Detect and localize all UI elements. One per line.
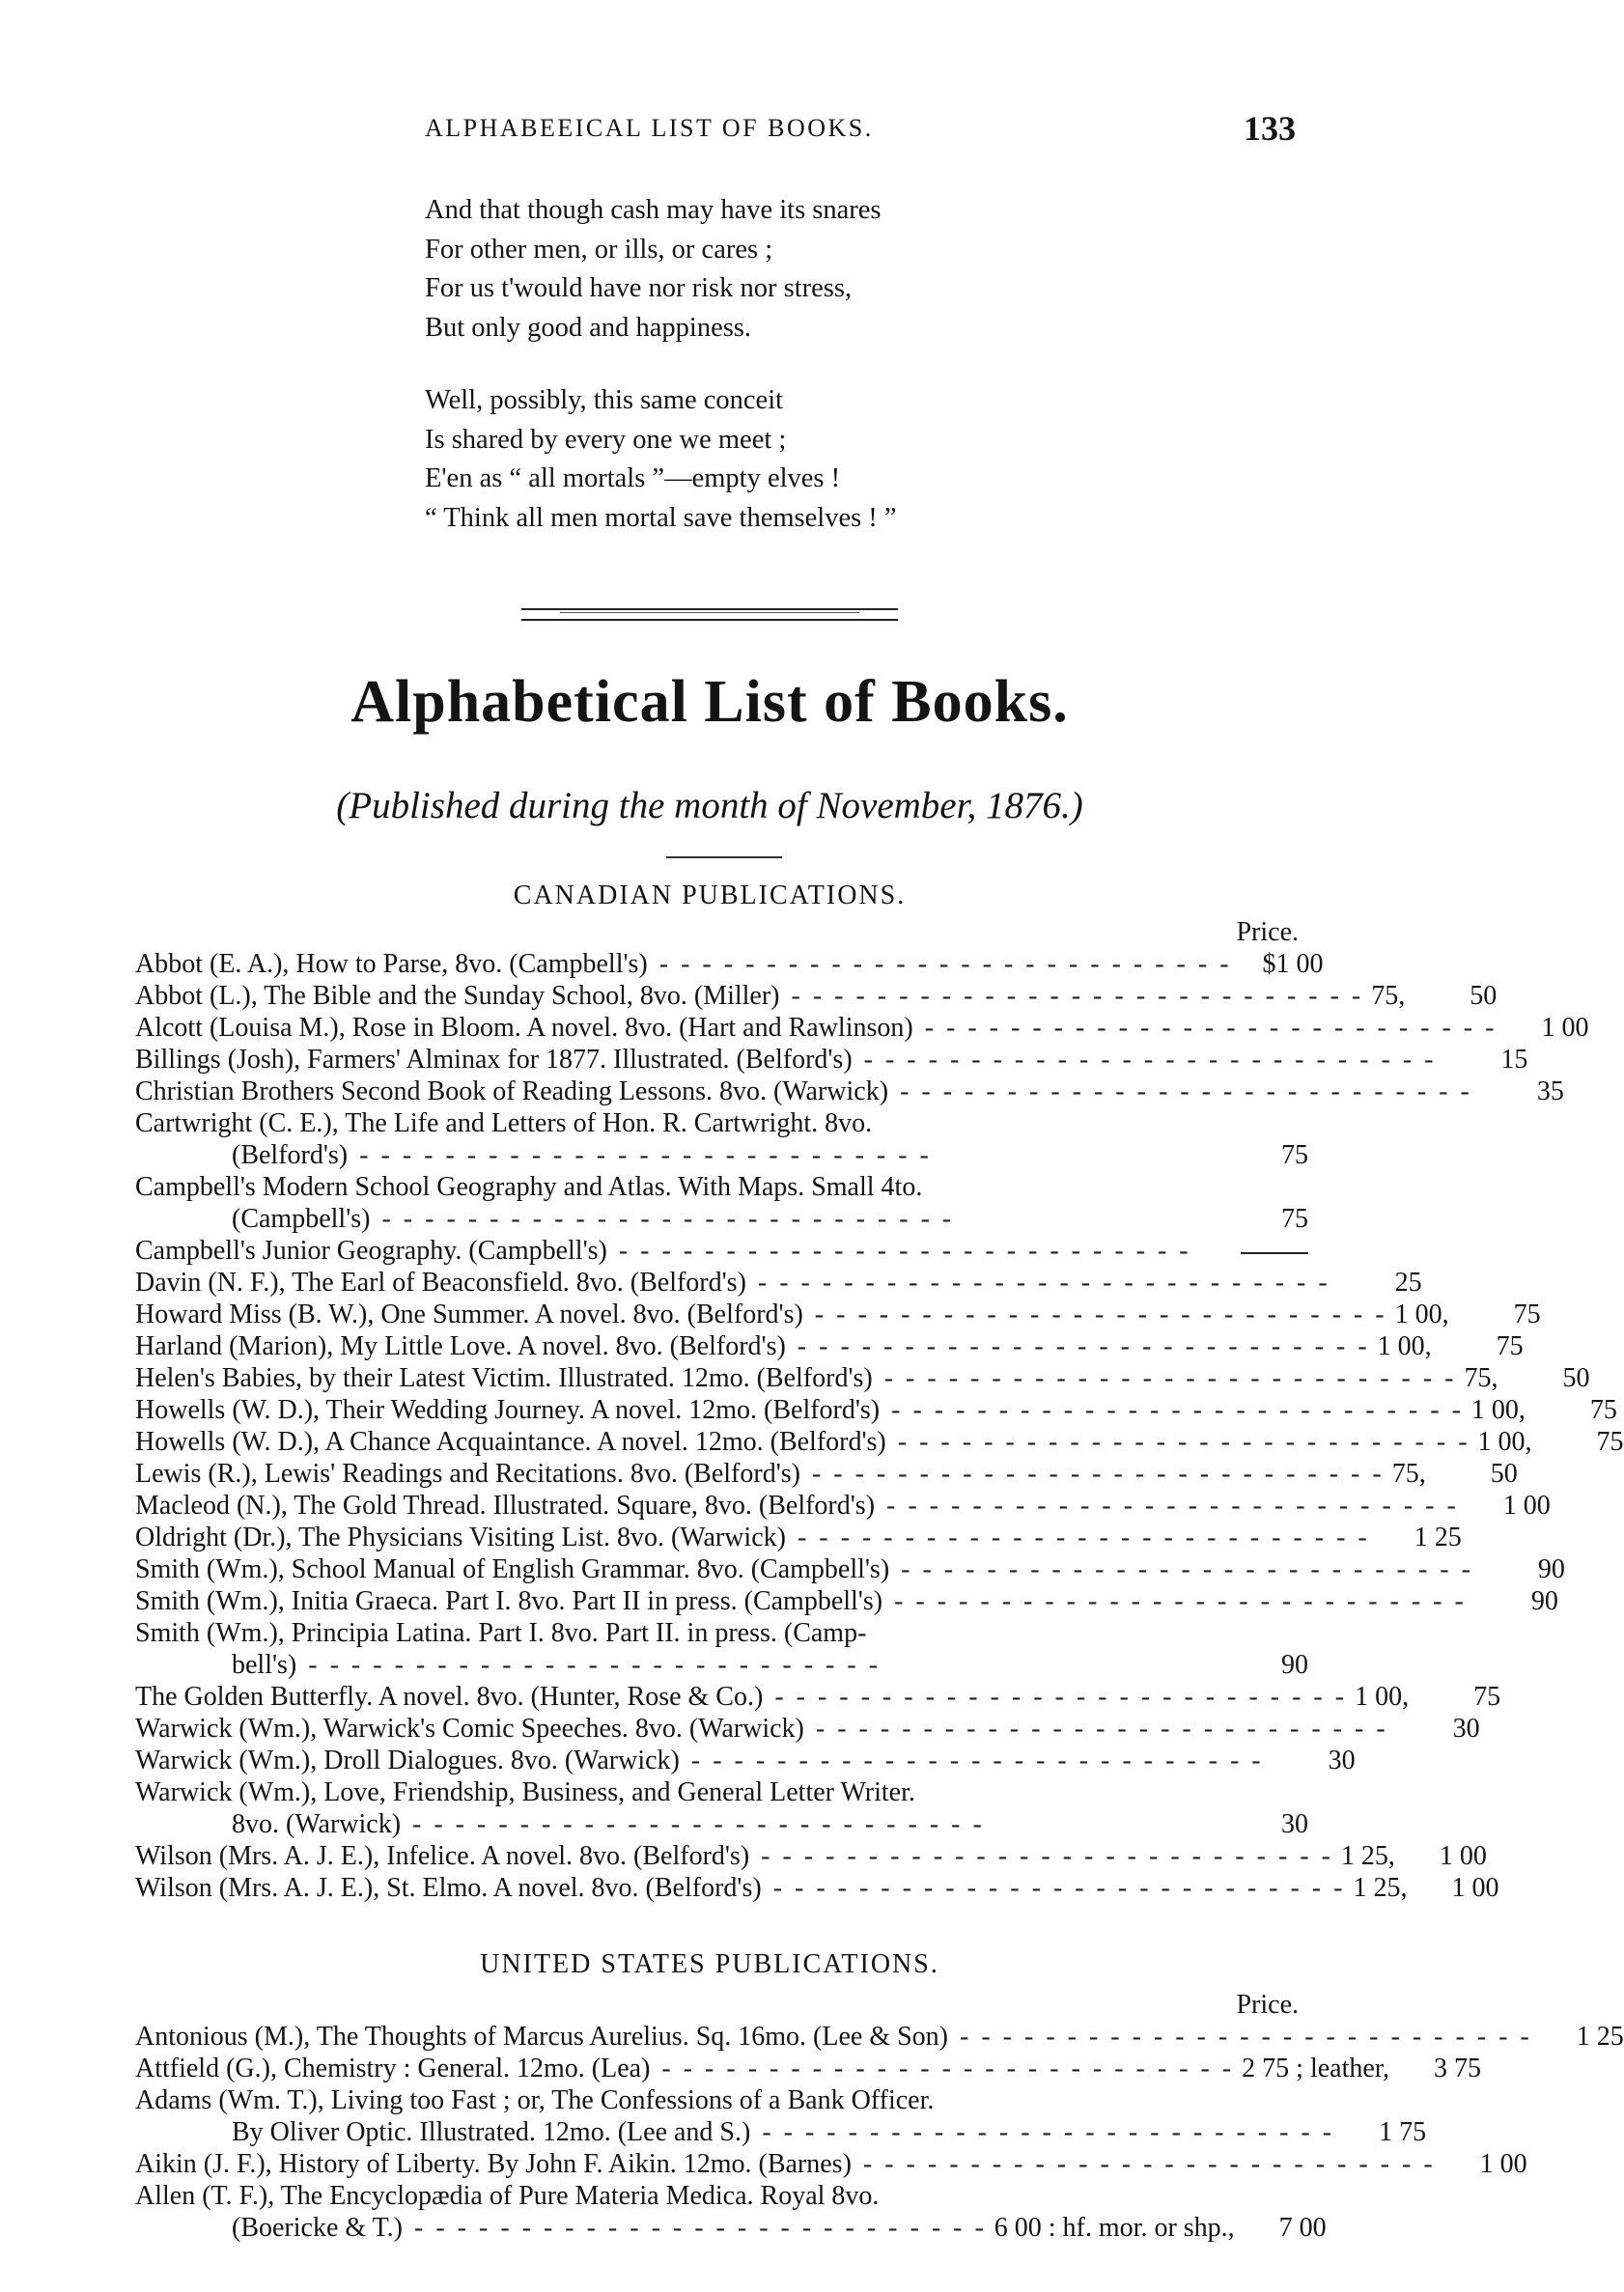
dot-leader (886, 1426, 1470, 1458)
list-item (135, 1076, 1564, 1107)
price: 50 (1490, 1459, 1518, 1489)
book-title: Attfield (G.), Chemistry : General. 12mo. (Lea) (135, 2054, 651, 2083)
price: 75 (1513, 1300, 1541, 1329)
price: 50 (1562, 1363, 1590, 1393)
list-item (135, 1426, 1624, 1458)
book-title: Howells (W. D.), Their Wedding Journey. A novel. 12mo. (Belford's) (135, 1395, 881, 1425)
poem-line: And that though cash may have its snares (425, 195, 882, 225)
price: 50 (1470, 981, 1498, 1011)
book-title: Abbot (L.), The Bible and the Sunday School, 8vo. (Miller) (135, 981, 780, 1011)
dot-leader (296, 1649, 1217, 1681)
poem-stanza-2 (425, 381, 1120, 538)
price: 15 (1500, 1045, 1528, 1075)
dot-leader (888, 1076, 1472, 1107)
price-column-header: Price. (1236, 917, 1299, 947)
poem-stanza-1 (425, 191, 1120, 348)
book-title: Smith (Wm.), School Manual of English Grammar. 8vo. (Campbell's) (135, 1554, 890, 1584)
alt-price: 1 00, (1477, 1427, 1532, 1457)
poem-line: But only good and happiness. (425, 312, 752, 343)
dot-leader (650, 2053, 1234, 2084)
book-title: Cartwright (C. E.), The Life and Letters of Hon. R. Cartwright. 8vo. (135, 1108, 873, 1138)
alt-price: 1 00, (1355, 1682, 1410, 1712)
book-title: Campbell's Modern School Geography and Atlas. With Maps. Small 4to. (135, 1172, 923, 1202)
list-item (135, 948, 1324, 980)
list-item (135, 2021, 1624, 2053)
list-item (135, 1713, 1480, 1745)
price: 75 (1496, 1331, 1524, 1361)
list-item (135, 1299, 1541, 1330)
book-title: Aikin (J. F.), History of Liberty. By John F. Aikin. 12mo. (Barnes) (135, 2149, 852, 2179)
ornamental-rule (521, 608, 898, 621)
book-title: Christian Brothers Second Book of Reading Lessons. 8vo. (Warwick) (135, 1076, 889, 1106)
running-title: ALPHABEEICAL LIST OF BOOKS. (425, 114, 874, 142)
alt-price: 1 25, (1353, 1873, 1408, 1903)
book-title: Wilson (Mrs. A. J. E.), Infelice. A novel. 8vo. (Belford's) (135, 1841, 750, 1871)
list-item-continuation (135, 2212, 1327, 2244)
list-item (135, 1745, 1356, 1776)
list-item (135, 980, 1498, 1012)
price: 25 (1394, 1268, 1422, 1298)
list-item (135, 1522, 1462, 1553)
list-item (135, 1840, 1487, 1872)
book-title: Smith (Wm.), Initia Graeca. Part I. 8vo. Part II in press. (Campbell's) (135, 1586, 883, 1616)
list-item (135, 1267, 1422, 1299)
page-number: 133 (1244, 109, 1296, 148)
alt-price: 2 75 ; leather, (1242, 2054, 1389, 2083)
book-title: Howells (W. D.), A Chance Acquaintance. A novel. 12mo. (Belford's) (135, 1427, 886, 1457)
book-title: Campbell's Junior Geography. (Campbell's) (135, 1236, 607, 1266)
list-item (135, 1553, 1565, 1585)
dot-leader (401, 1808, 1217, 1840)
price: 75 (1596, 1427, 1624, 1457)
book-title: Adams (Wm. T.), Living too Fast ; or, The Confessions of a Bank Officer. (135, 2085, 935, 2115)
poem-line: “ Think all men mortal save themselves ! ” (425, 502, 897, 533)
list-item (135, 1585, 1558, 1617)
price: 7 00 (1278, 2213, 1327, 2243)
book-title: The Golden Butterfly. A novel. 8vo. (Hunter, Rose & Co.) (135, 1682, 764, 1712)
price: 3 75 (1434, 2054, 1481, 2083)
price: 1 25 (1576, 2022, 1624, 2052)
book-title: Macleod (N.), The Gold Thread. Illustrated. Square, 8vo. (Belford's) (135, 1491, 876, 1521)
dot-leader (370, 1203, 1217, 1235)
dot-leader (607, 1235, 1217, 1267)
dot-leader (750, 2116, 1334, 2148)
dot-leader (948, 2021, 1532, 2053)
book-title: Warwick (Wm.), Droll Dialogues. 8vo. (Warwick) (135, 1746, 680, 1775)
book-title: Davin (N. F.), The Earl of Beaconsfield. 8vo. (Belford's) (135, 1268, 746, 1298)
price: 1 00 (1541, 1013, 1589, 1043)
book-title: Harland (Marion), My Little Love. A novel. 8vo. (Belford's) (135, 1331, 786, 1361)
dot-leader (680, 1745, 1264, 1776)
price-dash (1241, 1252, 1308, 1254)
dot-leader (804, 1713, 1388, 1745)
list-item (135, 1012, 1589, 1044)
list-item (135, 1617, 1308, 1649)
book-title: Alcott (Louisa M.), Rose in Bloom. A novel. 8vo. (Hart and Rawlinson) (135, 1013, 913, 1043)
list-item (135, 1872, 1499, 1904)
book-title: Billings (Josh), Farmers' Alminax for 1877. Illustrated. (Belford's) (135, 1045, 853, 1075)
price: $1 00 (1262, 949, 1324, 979)
price: 30 (1328, 1746, 1356, 1775)
price-column-header: Price. (1236, 1990, 1299, 2020)
alt-price: 1 00, (1394, 1300, 1449, 1329)
book-title: Antonious (M.), The Thoughts of Marcus Aurelius. Sq. 16mo. (Lee & Son) (135, 2022, 949, 2052)
dot-leader (786, 1330, 1370, 1362)
price: 90 (1537, 1554, 1565, 1584)
dot-leader (403, 2212, 987, 2244)
book-title: Lewis (R.), Lewis' Readings and Recitations. 8vo. (Belford's) (135, 1459, 800, 1489)
price: 75 (1473, 1682, 1501, 1712)
price: 1 00 (1479, 2149, 1527, 2179)
book-title: Smith (Wm.), Principia Latina. Part I. 8vo. Part II. in press. (Camp- (135, 1618, 867, 1648)
price: 1 75 (1379, 2117, 1427, 2147)
book-title: Allen (T. F.), The Encyclopædia of Pure Materia Medica. Royal 8vo. (135, 2181, 880, 2211)
book-title: Wilson (Mrs. A. J. E.), St. Elmo. A novel. 8vo. (Belford's) (135, 1873, 762, 1903)
list-item (135, 1235, 1308, 1267)
list-item-continuation (135, 1808, 1308, 1840)
list-item (135, 2180, 1308, 2212)
dot-leader (749, 1840, 1333, 1872)
list-item-continuation (135, 2116, 1427, 2148)
list-item (135, 1776, 1308, 1808)
poem-line: E'en as “ all mortals ”—empty elves ! (425, 463, 841, 493)
price: 75 (1589, 1395, 1617, 1425)
dot-leader (852, 2148, 1436, 2180)
poem-line: Is shared by every one we meet ; (425, 424, 787, 455)
dot-leader (762, 1872, 1346, 1904)
dot-leader (763, 1681, 1347, 1713)
alt-price: 6 00 : hf. mor. or shp., (994, 2213, 1235, 2243)
price: 1 00 (1439, 1841, 1487, 1871)
price: 90 (1530, 1586, 1558, 1616)
list-item (135, 2148, 1527, 2180)
book-title: Warwick (Wm.), Love, Friendship, Business, and General Letter Writer. (135, 1777, 915, 1807)
price: 75 (1281, 1204, 1308, 1234)
us-book-list (135, 1989, 1624, 2244)
list-item (135, 1330, 1524, 1362)
alt-price: 75, (1391, 1459, 1426, 1489)
dot-leader (746, 1267, 1330, 1299)
price: 1 00 (1451, 1873, 1499, 1903)
dot-leader (880, 1394, 1464, 1426)
price: 30 (1452, 1714, 1480, 1744)
book-title: (Boericke & T.) (232, 2213, 404, 2243)
list-item-continuation (135, 1649, 1308, 1681)
book-title: (Campbell's) (232, 1204, 371, 1234)
book-title: Abbot (E. A.), How to Parse, 8vo. (Campbell's) (135, 949, 648, 979)
book-title: By Oliver Optic. Illustrated. 12mo. (Lee and S.) (232, 2117, 751, 2147)
list-item (135, 1171, 1308, 1203)
alt-price: 1 00, (1470, 1395, 1526, 1425)
poem-line: Well, possibly, this same conceit (425, 385, 784, 415)
dot-leader (882, 1585, 1467, 1617)
alt-price: 1 25, (1340, 1841, 1395, 1871)
list-item-continuation (135, 1139, 1308, 1171)
price: 30 (1281, 1809, 1308, 1839)
alt-price: 1 00, (1377, 1331, 1432, 1361)
list-item-continuation (135, 1203, 1308, 1235)
list-item (135, 2053, 1481, 2084)
list-item (135, 1107, 1308, 1139)
dot-leader (873, 1362, 1457, 1394)
book-title: Howard Miss (B. W.), One Summer. A novel. 8vo. (Belford's) (135, 1300, 803, 1329)
short-rule (666, 856, 782, 858)
canadian-book-list (135, 916, 1624, 1904)
dot-leader (853, 1044, 1437, 1076)
running-head (0, 108, 1419, 147)
canadian-heading: CANADIAN PUBLICATIONS. (513, 880, 907, 910)
section-heading: Alphabetical List of Books. (350, 669, 1069, 735)
price: 90 (1281, 1650, 1308, 1680)
publication-date-note: (Published during the month of November, 1876.) (336, 785, 1083, 826)
price: 35 (1536, 1076, 1564, 1106)
book-title: Oldright (Dr.), The Physicians Visiting List. 8vo. (Warwick) (135, 1523, 786, 1552)
price: 1 00 (1502, 1491, 1551, 1521)
alt-price: 75, (1464, 1363, 1498, 1393)
list-item (135, 1458, 1518, 1490)
list-item (135, 2084, 1308, 2116)
book-title: Helen's Babies, by their Latest Victim. Illustrated. 12mo. (Belford's) (135, 1363, 873, 1393)
dot-leader (800, 1458, 1385, 1490)
dot-leader (786, 1522, 1370, 1553)
poem-line: For other men, or ills, or cares ; (425, 234, 773, 265)
book-title: Warwick (Wm.), Warwick's Comic Speeches. 8vo. (Warwick) (135, 1714, 804, 1744)
us-heading: UNITED STATES PUBLICATIONS. (480, 1949, 939, 1979)
list-item (135, 1490, 1551, 1522)
price (1217, 1235, 1308, 1267)
list-item (135, 1681, 1501, 1713)
dot-leader (875, 1490, 1459, 1522)
dot-leader (803, 1299, 1387, 1330)
price: 75 (1281, 1140, 1308, 1170)
dot-leader (889, 1553, 1473, 1585)
alt-price: 75, (1371, 981, 1406, 1011)
dot-leader (648, 948, 1232, 980)
list-item (135, 1362, 1590, 1394)
poem-line: For us t'would have nor risk nor stress, (425, 273, 853, 303)
dot-leader (348, 1139, 1217, 1171)
dot-leader (913, 1012, 1498, 1044)
price: 1 25 (1414, 1523, 1462, 1552)
dot-leader (780, 980, 1364, 1012)
list-item (135, 1044, 1528, 1076)
list-item (135, 1394, 1617, 1426)
book-title: 8vo. (Warwick) (232, 1809, 402, 1839)
book-title: bell's) (232, 1650, 297, 1680)
book-title: (Belford's) (232, 1140, 349, 1170)
